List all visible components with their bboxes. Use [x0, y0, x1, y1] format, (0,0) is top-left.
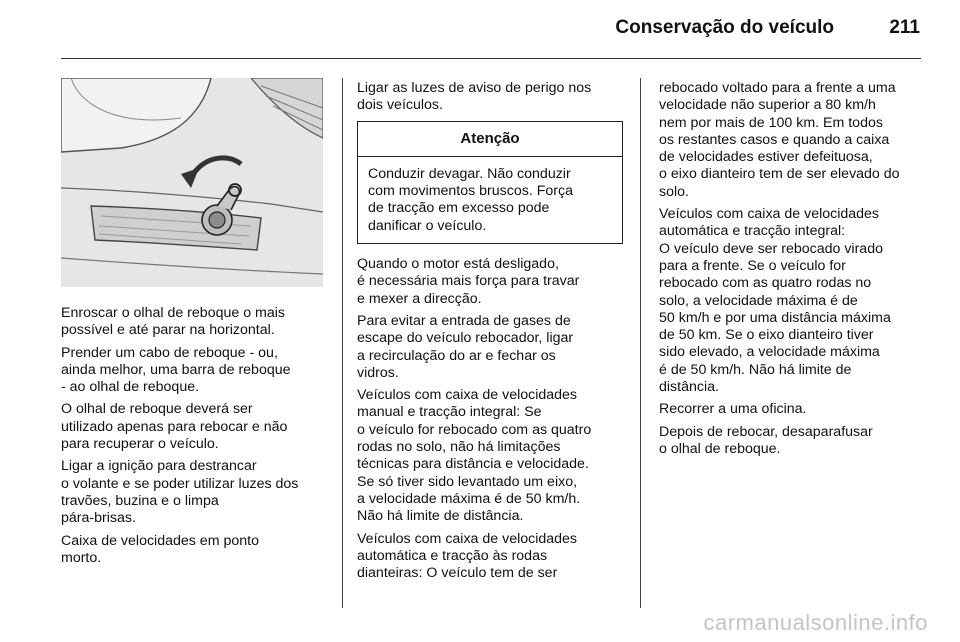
page-title: Conservação do veículo	[615, 17, 834, 38]
watermark: carmanualsonline.info	[703, 610, 928, 635]
paragraph: Recorrer a uma oficina.	[659, 401, 807, 418]
text-column-2	[357, 80, 629, 587]
column-divider	[640, 78, 641, 608]
tow-eye-illustration	[61, 78, 323, 287]
warning-text: Conduzir devagar. Não conduzir com movimentos bruscos. Força de tracção em excesso pode danificar o veículo.	[368, 165, 573, 234]
text-column-3	[659, 80, 929, 463]
column-divider	[342, 78, 343, 608]
header-divider	[61, 58, 921, 59]
paragraph: Quando o motor está desligado, é necessária mais força para travar e mexer a direcção.	[357, 256, 580, 307]
bumper-drawing	[61, 78, 323, 287]
paragraph: Enroscar o olhal de reboque o mais possível e até parar na horizontal.	[61, 305, 285, 339]
paragraph: Ligar as luzes de aviso de perigo nos dois veículos.	[357, 80, 592, 114]
paragraph: Para evitar a entrada de gases de escape do veículo rebocador, ligar a recirculação do ar e fechar os vidros.	[357, 312, 574, 381]
paragraph: Veículos com caixa de velocidades automática e tracção às rodas dianteiras: O veículo tem de ser	[357, 530, 578, 582]
warning-title: Atenção	[358, 122, 622, 157]
warning-box	[357, 121, 623, 244]
paragraph: rebocado voltado para a frente a uma velocidade não superior a 80 km/h nem por mais de 100 km. Em todos os restantes casos e quando a caixa de velocidades estiver defeituosa, o eixo dianteiro tem de ser elevado do solo.	[659, 80, 900, 200]
page-number: 211	[889, 17, 920, 38]
paragraph: Prender um cabo de reboque - ou, ainda melhor, uma barra de reboque - ao olhal de reboque.	[61, 344, 291, 396]
paragraph: O olhal de reboque deverá ser utilizado apenas para rebocar e não para recuperar o veículo.	[61, 401, 288, 453]
paragraph: Ligar a ignição para destrancar o volante e se poder utilizar luzes dos travões, buzina e o limpa pára-brisas.	[61, 458, 299, 527]
paragraph: Veículos com caixa de velocidades automática e tracção integral: O veículo deve ser rebocado virado para a frente. Se o veículo for rebocado com as quatro rodas no solo, a velocidade máxima é de 50 km/h e por uma distância máxima de 50 km. Se o eixo dianteiro tiver sido elevado, a velocidade máxima é de 50 km/h. Não há limite de distância.	[659, 206, 891, 396]
paragraph: Veículos com caixa de velocidades manual e tracção integral: Se o veículo for rebocado com as quatro rodas no solo, não há limitações técnicas para distância e velocidade. Se só tiver sido levantado um eixo, a velocidade máxima é de 50 km/h. Não há limite de distância.	[357, 387, 592, 525]
text-column-1	[61, 305, 331, 572]
paragraph: Caixa de velocidades em ponto morto.	[61, 532, 259, 566]
paragraph: Depois de rebocar, desaparafusar o olhal de reboque.	[659, 423, 873, 457]
